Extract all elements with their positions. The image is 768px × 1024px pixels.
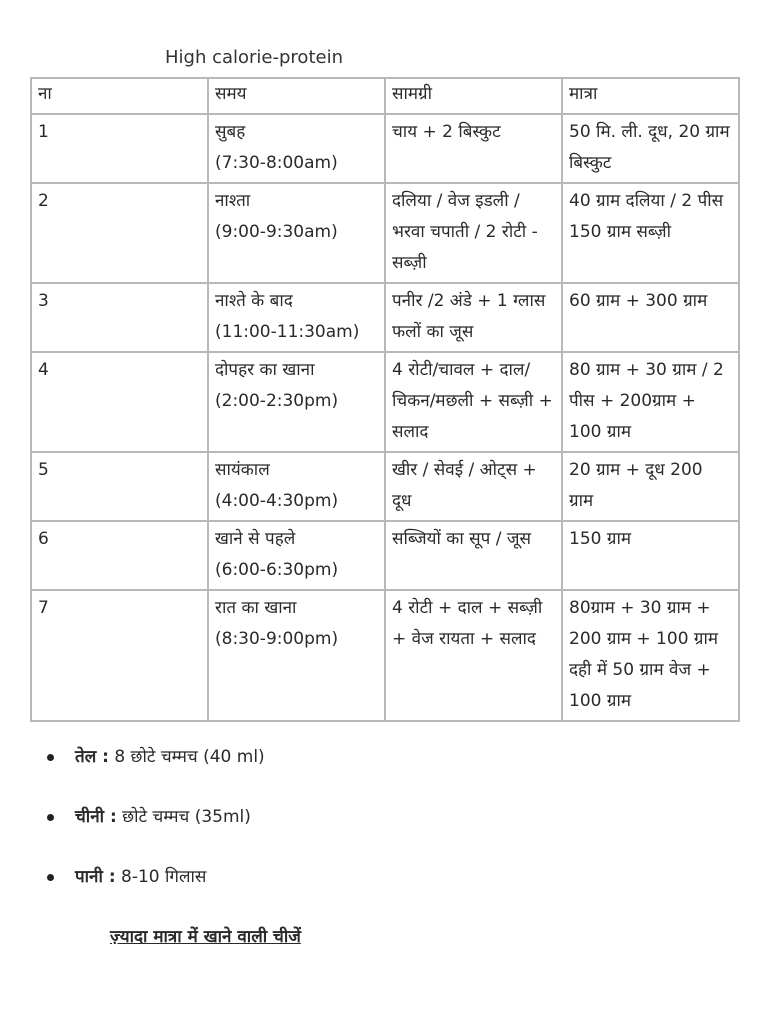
list-item	[0, 800, 265, 860]
row-number: 4	[31, 352, 208, 452]
row-number: 7	[31, 590, 208, 721]
bullet-icon	[47, 754, 54, 761]
notes-list	[0, 740, 265, 920]
row-items: दलिया / वेज इडली / भरवा चपाती / 2 रोटी - सब्ज़ी	[385, 183, 562, 283]
row-items: 4 रोटी/चावल + दाल/ चिकन/मछली + सब्ज़ी + सलाद	[385, 352, 562, 452]
table-row	[31, 183, 739, 283]
row-items: चाय + 2 बिस्कुट	[385, 114, 562, 183]
table-row	[31, 283, 739, 352]
row-quantity: 150 ग्राम	[562, 521, 739, 590]
header-items: सामग्री	[385, 78, 562, 114]
table-row	[31, 521, 739, 590]
row-time: खाने से पहले (6:00-6:30pm)	[208, 521, 385, 590]
row-time: नाश्ता (9:00-9:30am)	[208, 183, 385, 283]
row-quantity: 80 ग्राम + 30 ग्राम / 2 पीस + 200ग्राम + 100 ग्राम	[562, 352, 739, 452]
row-items: खीर / सेवई / ओट्स + दूध	[385, 452, 562, 521]
row-time: सायंकाल (4:00-4:30pm)	[208, 452, 385, 521]
row-quantity: 80ग्राम + 30 ग्राम + 200 ग्राम + 100 ग्राम दही में 50 ग्राम वेज + 100 ग्राम	[562, 590, 739, 721]
bullet-icon	[47, 874, 54, 881]
note-label: पानी :	[75, 867, 116, 887]
table-row	[31, 352, 739, 452]
row-items: पनीर /2 अंडे + 1 ग्लास फलों का जूस	[385, 283, 562, 352]
row-number: 2	[31, 183, 208, 283]
list-item	[0, 860, 265, 920]
row-number: 5	[31, 452, 208, 521]
page-title: High calorie-protein	[165, 47, 343, 68]
row-time: दोपहर का खाना (2:00-2:30pm)	[208, 352, 385, 452]
table-row	[31, 590, 739, 721]
row-time: सुबह (7:30-8:00am)	[208, 114, 385, 183]
row-items: सब्जियों का सूप / जूस	[385, 521, 562, 590]
row-quantity: 60 ग्राम + 300 ग्राम	[562, 283, 739, 352]
row-items: 4 रोटी + दाल + सब्ज़ी + वेज रायता + सलाद	[385, 590, 562, 721]
header-number: ना	[31, 78, 208, 114]
header-quantity: मात्रा	[562, 78, 739, 114]
row-number: 3	[31, 283, 208, 352]
row-number: 1	[31, 114, 208, 183]
row-quantity: 50 मि. ली. दूध, 20 ग्राम बिस्कुट	[562, 114, 739, 183]
note-value: 8 छोटे चम्मच (40 ml)	[108, 747, 265, 767]
note-value: छोटे चम्मच (35ml)	[116, 807, 251, 827]
header-time: समय	[208, 78, 385, 114]
table-row	[31, 452, 739, 521]
row-time: नाश्ते के बाद (11:00-11:30am)	[208, 283, 385, 352]
table-header-row	[31, 78, 739, 114]
note-value: 8-10 गिलास	[115, 867, 207, 887]
section-subheading: ज़्यादा मात्रा में खाने वाली चीजें	[110, 927, 301, 947]
row-quantity: 40 ग्राम दलिया / 2 पीस 150 ग्राम सब्ज़ी	[562, 183, 739, 283]
table-row	[31, 114, 739, 183]
row-number: 6	[31, 521, 208, 590]
bullet-icon	[47, 814, 54, 821]
diet-chart-table	[30, 77, 740, 722]
row-quantity: 20 ग्राम + दूध 200 ग्राम	[562, 452, 739, 521]
list-item	[0, 740, 265, 800]
note-label: चीनी :	[75, 807, 117, 827]
note-label: तेल :	[75, 747, 109, 767]
row-time: रात का खाना (8:30-9:00pm)	[208, 590, 385, 721]
